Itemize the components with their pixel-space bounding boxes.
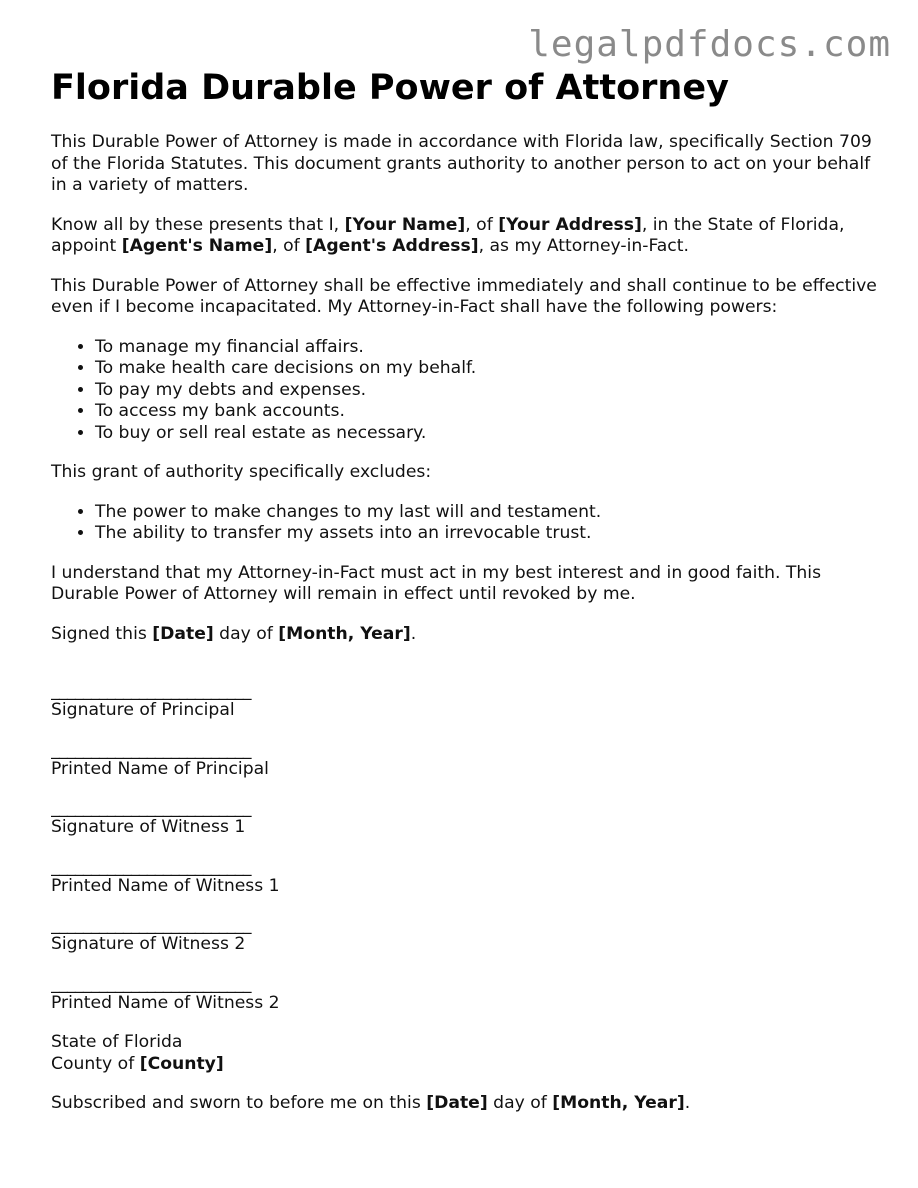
signed-text-3: . — [410, 623, 417, 644]
appointment-paragraph — [51, 215, 881, 258]
signed-date-placeholder: [Date] — [152, 623, 214, 644]
appoint-text-3: , in the State of Florida, appoint — [51, 214, 845, 256]
signature-witness-1-block — [51, 798, 881, 839]
printed-name-principal-block — [51, 740, 881, 781]
sworn-paragraph — [51, 1093, 881, 1115]
your-address-placeholder: [Your Address] — [498, 214, 642, 235]
state-line: State of Florida — [51, 1032, 183, 1052]
printed-name-witness-2-block — [51, 974, 881, 1015]
county-placeholder: [County] — [139, 1053, 224, 1074]
signature-label: Signature of Witness 1 — [51, 817, 246, 837]
signature-line: _________________________ — [51, 915, 251, 934]
signature-label: Printed Name of Witness 2 — [51, 992, 280, 1013]
signed-text-1: Signed this — [51, 623, 153, 644]
document-page — [51, 66, 881, 1133]
your-name-placeholder: [Your Name] — [344, 214, 466, 235]
county-text: County of — [51, 1053, 140, 1074]
signature-label: Signature of Principal — [51, 700, 235, 720]
signed-paragraph — [51, 624, 881, 646]
sworn-text-2: day of — [487, 1093, 553, 1113]
exclusions-intro: This grant of authority specifically excludes: — [51, 462, 432, 482]
understand-paragraph: I understand that my Attorney-in-Fact must act in my best interest and in good faith. This Durable Power of Attorney will remain in effect until revoked by me. — [51, 562, 822, 604]
signature-line: _________________________ — [51, 739, 251, 759]
sworn-text-3: . — [684, 1093, 691, 1113]
list-item: • To make health care decisions on my behalf. — [95, 358, 881, 380]
sworn-text-1: Subscribed and sworn to before me on this — [51, 1093, 427, 1113]
list-item: • To buy or sell real estate as necessary. — [95, 423, 881, 445]
list-item: • To access my bank accounts. — [95, 401, 881, 423]
appoint-text-5: , as my Attorney-in-Fact. — [478, 236, 689, 256]
appoint-text-4: , of — [272, 236, 306, 256]
sworn-month-year-placeholder: [Month, Year] — [552, 1093, 685, 1113]
powers-list — [51, 337, 881, 445]
intro-paragraph: This Durable Power of Attorney is made in accordance with Florida law, specifically Section 709 of the Florida Statutes. This document grants authority to another person to act on your behalf in a variety of matters. — [51, 132, 872, 195]
signature-line: _________________________ — [51, 973, 251, 993]
site-watermark: legalpdfdocs.com — [528, 24, 891, 65]
signature-line: _________________________ — [51, 798, 251, 817]
signature-witness-2-block — [51, 915, 881, 956]
list-item: • To pay my debts and expenses. — [95, 380, 881, 402]
list-item: • The power to make changes to my last will and testament. — [95, 502, 881, 524]
signature-label: Printed Name of Witness 1 — [51, 875, 280, 896]
county-line — [51, 1054, 881, 1076]
document-title: Florida Durable Power of Attorney — [51, 68, 729, 108]
signature-line: _________________________ — [51, 856, 251, 876]
agent-address-placeholder: [Agent's Address] — [305, 236, 479, 256]
signature-label: Signature of Witness 2 — [51, 934, 246, 954]
list-item: • The ability to transfer my assets into an irrevocable trust. — [95, 523, 881, 545]
appoint-text-1: Know all by these presents that I, — [51, 214, 345, 235]
sworn-date-placeholder: [Date] — [426, 1093, 488, 1113]
signed-month-year-placeholder: [Month, Year] — [278, 623, 411, 644]
agent-name-placeholder: [Agent's Name] — [121, 236, 273, 256]
appoint-text-2: , of — [465, 214, 499, 235]
signed-text-2: day of — [213, 623, 279, 644]
printed-name-witness-1-block — [51, 857, 881, 898]
effective-paragraph: This Durable Power of Attorney shall be effective immediately and shall continue to be effective even if I become incapacitated. My Attorney-in-Fact shall have the following powers: — [51, 275, 877, 317]
signature-principal-block — [51, 681, 881, 722]
signature-line: _________________________ — [51, 681, 251, 700]
signature-label: Printed Name of Principal — [51, 758, 269, 779]
venue-block — [51, 1032, 881, 1075]
list-item: • To manage my financial affairs. — [95, 337, 881, 359]
exclusions-list — [51, 502, 881, 545]
